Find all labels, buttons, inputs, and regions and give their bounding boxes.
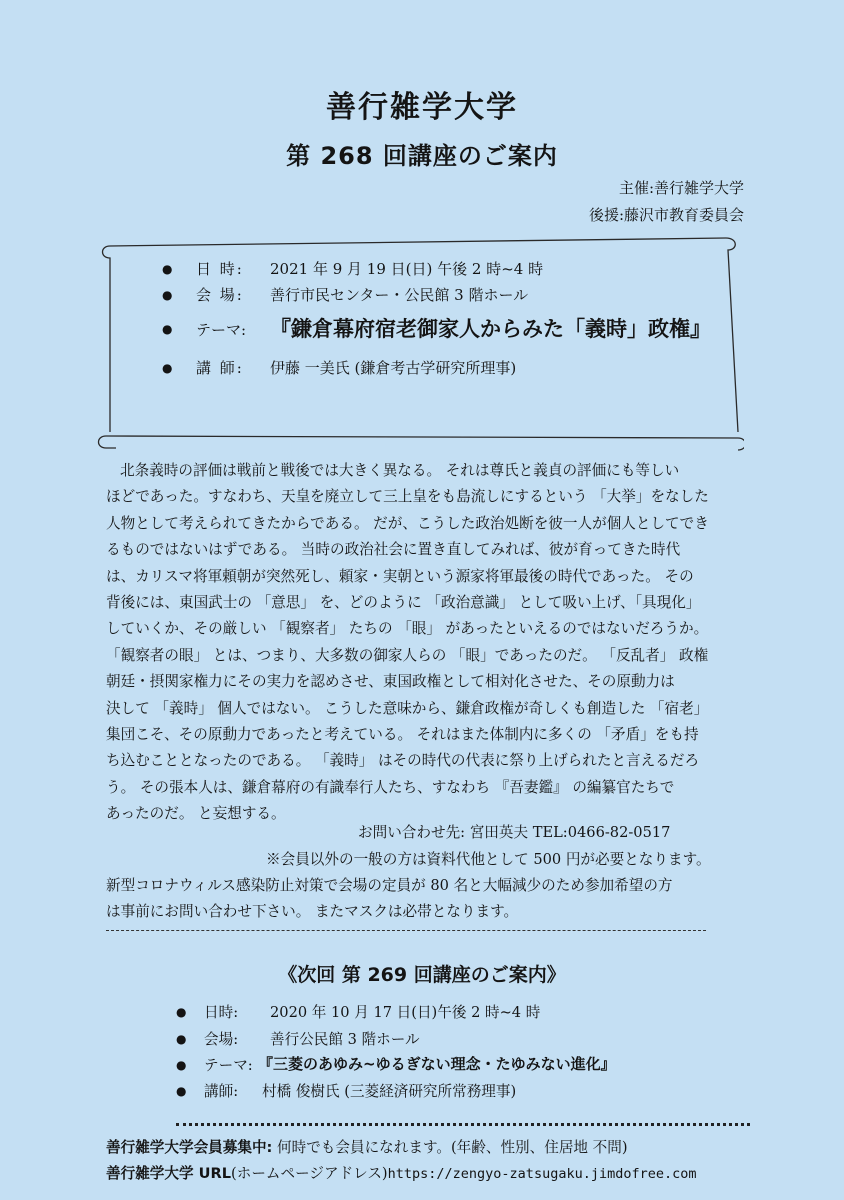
- bullet-icon: ●: [162, 361, 173, 375]
- next-venue-label: 会場:: [204, 1031, 239, 1048]
- paragraph-line: 集団こそ、その原動力であったと考えている。 それはまた体制内に多くの 「矛盾」をも持: [106, 726, 699, 744]
- paragraph-line: は、カリスマ将軍頼朝が突然死し、頼家・実朝という源家将軍最後の時代であった。 その: [106, 567, 694, 585]
- lecturer-label: 講 師:: [196, 359, 244, 377]
- next-date-value: 2020 年 10 月 17 日(日)午後 2 時~4 時: [270, 1004, 541, 1021]
- venue-value: 善行市民センター・公民館 3 階ホール: [270, 286, 529, 304]
- bullet-icon: ●: [176, 1084, 187, 1098]
- organizer: 主催:善行雑学大学: [618, 179, 744, 197]
- paragraph-line: 人物として考えられてきたからである。 だが、こうした政治処断を彼一人が個人としてでき: [106, 514, 709, 532]
- url-label: 善行雑学大学 URL: [106, 1165, 232, 1182]
- lecturer-value: 伊藤 一美氏 (鎌倉考古学研究所理事): [270, 359, 517, 377]
- date-value: 2021 年 9 月 19 日(日) 午後 2 時~4 時: [270, 260, 544, 278]
- next-date-label: 日時:: [204, 1004, 239, 1021]
- theme-label: テーマ:: [196, 321, 247, 339]
- next-lecturer-value: 村橋 俊樹氏 (三菱経済研究所常務理事): [262, 1083, 517, 1100]
- bullet-icon: ●: [162, 288, 173, 302]
- paragraph-line: ほどであった。すなわち、天皇を廃立して三上皇をも島流しにするという 「大挙」をなした: [106, 488, 709, 506]
- lecture-subtitle: 第 268 回講座のご案内: [286, 142, 558, 170]
- venue-label: 会 場:: [196, 286, 244, 304]
- covid-note-line: 新型コロナウィルス感染防止対策で会場の定員が 80 名と大幅減少のため参加希望の方: [106, 877, 673, 894]
- url-paren: (ホームページアドレス): [231, 1165, 388, 1182]
- paragraph-line: るものではないはずである。 当時の政治社会に置き直してみれば、彼が育ってきた時代: [106, 541, 681, 559]
- fee-note: ※会員以外の一般の方は資料代他として 500 円が必要となります。: [266, 851, 711, 868]
- next-theme-value: 『三菱のあゆみ~ゆるぎない理念・たゆみない進化』: [258, 1055, 616, 1073]
- sponsor: 後援:藤沢市教育委員会: [588, 206, 744, 224]
- bullet-icon: ●: [176, 1005, 187, 1019]
- divider: [106, 930, 706, 931]
- homepage-link[interactable]: https://zengyo-zatsugaku.jimdofree.com: [387, 1166, 697, 1182]
- paragraph-line: 決して 「義時」 個人ではない。 こうした意味から、鎌倉政権が奇しくも創造した 「宿老」: [106, 699, 709, 717]
- page-title: 善行雑学大学: [326, 90, 518, 125]
- bullet-icon: ●: [162, 262, 173, 276]
- scroll-frame: [96, 232, 744, 454]
- paragraph-line: 朝廷・摂関家権力にその実力を認めさせ、東国政権として相対化させた、その原動力は: [106, 673, 675, 691]
- dotted-divider: [176, 1123, 750, 1126]
- paragraph-line: う。 その張本人は、鎌倉幕府の有識奉行人たち、すなわち 『吾妻鑑』 の編纂官たちで: [106, 778, 675, 796]
- membership-text: 何時でも会員になれます。(年齢、性別、住居地 不問): [277, 1139, 628, 1156]
- date-label: 日 時:: [196, 260, 244, 278]
- paragraph-line: していくか、その厳しい 「観察者」 たちの 「眼」 があったといえるのではないだろうか。: [106, 620, 709, 638]
- next-theme-label: テーマ:: [204, 1057, 253, 1074]
- membership-label: 善行雑学大学会員募集中:: [106, 1139, 273, 1156]
- next-lecture-title: 《次回 第 269 回講座のご案内》: [278, 964, 566, 986]
- paragraph-line: 北条義時の評価は戦前と戦後では大きく異なる。 それは尊氏と義貞の評価にも等しい: [120, 462, 680, 479]
- membership-line: [106, 1136, 628, 1157]
- paragraph-line: ち込むこととなったのである。 「義時」 はその時代の代表に祭り上げられたと言えるだろ: [106, 752, 700, 770]
- paragraph-line: 「観察者の眼」 とは、つまり、大多数の御家人らの 「眼」であったのだ。 「反乱者」 政権: [106, 646, 709, 664]
- url-line: [106, 1162, 697, 1183]
- next-lecturer-label: 講師:: [204, 1083, 239, 1100]
- bullet-icon: ●: [176, 1032, 187, 1046]
- essay-paragraph: [106, 458, 746, 828]
- contact-info: お問い合わせ先: 宮田英夫 TEL:0466-82-0517: [358, 824, 671, 841]
- theme-value: 『鎌倉幕府宿老御家人からみた「義時」政権』: [270, 317, 711, 341]
- bullet-icon: ●: [162, 322, 173, 336]
- next-venue-value: 善行公民館 3 階ホール: [270, 1031, 420, 1048]
- paragraph-line: 背後には、東国武士の 「意思」 を、どのように 「政治意識」 として吸い上げ、「具現化」: [106, 594, 701, 612]
- paragraph-line: あったのだ。 と妄想する。: [106, 805, 286, 823]
- bullet-icon: ●: [176, 1058, 187, 1072]
- covid-note-line: は事前にお問い合わせ下さい。 またマスクは必帯となります。: [106, 903, 519, 920]
